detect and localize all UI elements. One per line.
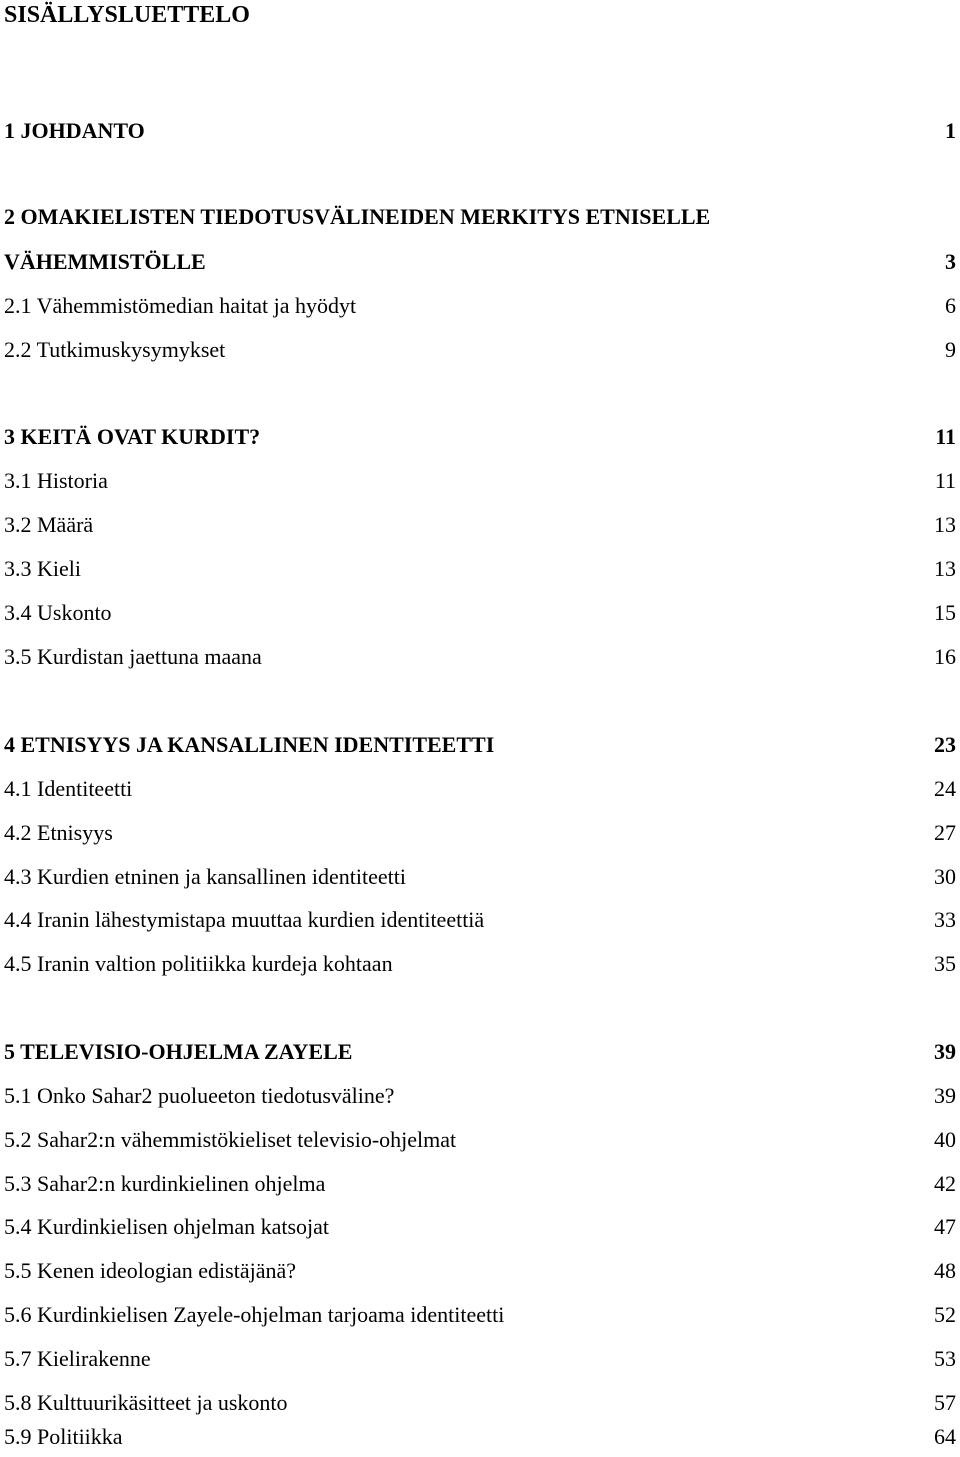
toc-entry-page-number: 11 <box>935 424 956 449</box>
toc-entry-label: 2.1 Vähemmistömedian haitat ja hyödyt <box>4 293 357 318</box>
toc-entry-label: 3.1 Historia <box>4 468 108 493</box>
toc-entry-label: 3.3 Kieli <box>4 556 81 581</box>
toc-entry-section-5-2 <box>4 1124 956 1156</box>
toc-entry-label: 5.2 Sahar2:n vähemmistökieliset televisio-ohjelmat <box>4 1127 457 1152</box>
toc-entry-page-number: 27 <box>934 820 956 845</box>
toc-entry-section-5-8 <box>4 1387 956 1419</box>
toc-entry-section-4-4 <box>4 904 956 936</box>
toc-title: SISÄLLYSLUETTELO <box>4 2 250 28</box>
toc-entry-label: 1 JOHDANTO <box>4 118 145 143</box>
toc-entry-page-number: 39 <box>934 1083 956 1108</box>
toc-entry-chapter-2 <box>4 246 956 278</box>
toc-entry-page-number: 6 <box>945 293 956 318</box>
toc-entry-section-4-2 <box>4 817 956 849</box>
toc-entry-section-3-5 <box>4 641 956 673</box>
toc-entry-page-number: 13 <box>934 556 956 581</box>
toc-entry-page-number: 47 <box>934 1214 956 1239</box>
toc-entry-section-5-5 <box>4 1255 956 1287</box>
toc-entry-page-number: 1 <box>945 118 956 143</box>
toc-entry-page-number: 33 <box>934 907 956 932</box>
toc-entry-section-5-6 <box>4 1299 956 1331</box>
toc-entry-label: 4.2 Etnisyys <box>4 820 113 845</box>
toc-entry-chapter-5 <box>4 1036 956 1068</box>
toc-entry-label: 5.9 Politiikka <box>4 1424 123 1449</box>
toc-entry-page-number: 52 <box>934 1302 956 1327</box>
toc-entry-label: 5.4 Kurdinkielisen ohjelman katsojat <box>4 1214 330 1239</box>
toc-entry-page-number: 16 <box>934 644 956 669</box>
toc-entry-page-number: 9 <box>945 337 956 362</box>
toc-entry-chapter-3 <box>4 421 956 453</box>
toc-entry-label: 4 ETNISYYS JA KANSALLINEN IDENTITEETTI <box>4 732 495 757</box>
toc-entry-label: 3.5 Kurdistan jaettuna maana <box>4 644 262 669</box>
toc-entry-label: 5.6 Kurdinkielisen Zayele-ohjelman tarjoama identiteetti <box>4 1302 505 1327</box>
toc-entry-section-3-1 <box>4 465 956 497</box>
toc-entry-section-5-1 <box>4 1080 956 1112</box>
toc-entry-page-number: 64 <box>934 1424 956 1449</box>
toc-entry-label: 4.1 Identiteetti <box>4 776 133 801</box>
toc-entry-label: 5.5 Kenen ideologian edistäjänä? <box>4 1258 297 1283</box>
toc-entry-section-4-5 <box>4 948 956 980</box>
toc-entry-label: VÄHEMMISTÖLLE <box>4 249 206 274</box>
toc-entry-page-number: 39 <box>934 1039 956 1064</box>
toc-entry-label: 4.3 Kurdien etninen ja kansallinen identiteetti <box>4 864 406 889</box>
toc-entry-label: 3.4 Uskonto <box>4 600 112 625</box>
toc-entry-page-number: 15 <box>934 600 956 625</box>
toc-entry-label: 2 OMAKIELISTEN TIEDOTUSVÄLINEIDEN MERKITYS ETNISELLE <box>4 204 711 229</box>
toc-entry-label: 5 TELEVISIO-OHJELMA ZAYELE <box>4 1039 353 1064</box>
toc-entry-page-number: 30 <box>934 864 956 889</box>
toc-entry-page-number: 40 <box>934 1127 956 1152</box>
toc-entry-section-4-1 <box>4 773 956 805</box>
toc-entry-page-number: 48 <box>934 1258 956 1283</box>
toc-entry-chapter-2-line-1 <box>4 201 956 233</box>
toc-entry-label: 5.7 Kielirakenne <box>4 1346 151 1371</box>
toc-entry-section-3-3 <box>4 553 956 585</box>
toc-entry-chapter-4 <box>4 729 956 761</box>
toc-entry-section-3-4 <box>4 597 956 629</box>
toc-entry-page-number: 3 <box>945 249 956 274</box>
toc-entry-section-4-3 <box>4 861 956 893</box>
toc-entry-label: 4.5 Iranin valtion politiikka kurdeja kohtaan <box>4 951 393 976</box>
toc-entry-label: 3.2 Määrä <box>4 512 94 537</box>
toc-entry-page-number: 57 <box>934 1390 956 1415</box>
toc-entry-section-5-3 <box>4 1168 956 1200</box>
toc-entry-section-5-4 <box>4 1211 956 1243</box>
toc-entry-page-number: 24 <box>934 776 956 801</box>
toc-entry-label: 3 KEITÄ OVAT KURDIT? <box>4 424 261 449</box>
toc-entry-label: 5.3 Sahar2:n kurdinkielinen ohjelma <box>4 1171 326 1196</box>
toc-entry-label: 5.1 Onko Sahar2 puolueeton tiedotusväline? <box>4 1083 395 1108</box>
toc-entry-section-3-2 <box>4 509 956 541</box>
toc-entry-section-5-7 <box>4 1343 956 1375</box>
toc-entry-section-5-9 <box>4 1421 956 1453</box>
toc-entry-page-number: 53 <box>934 1346 956 1371</box>
toc-entry-section-2-1 <box>4 290 956 322</box>
toc-entry-label: 5.8 Kulttuurikäsitteet ja uskonto <box>4 1390 288 1415</box>
toc-entry-page-number: 42 <box>934 1171 956 1196</box>
toc-entry-label: 4.4 Iranin lähestymistapa muuttaa kurdien identiteettiä <box>4 907 485 932</box>
toc-entry-page-number: 23 <box>934 732 956 757</box>
toc-entry-page-number: 35 <box>934 951 956 976</box>
toc-entry-label: 2.2 Tutkimuskysymykset <box>4 337 226 362</box>
toc-entry-section-2-2 <box>4 334 956 366</box>
toc-entry-page-number: 11 <box>934 468 956 493</box>
toc-entry-page-number: 13 <box>934 512 956 537</box>
toc-entry-chapter-1 <box>4 115 956 147</box>
